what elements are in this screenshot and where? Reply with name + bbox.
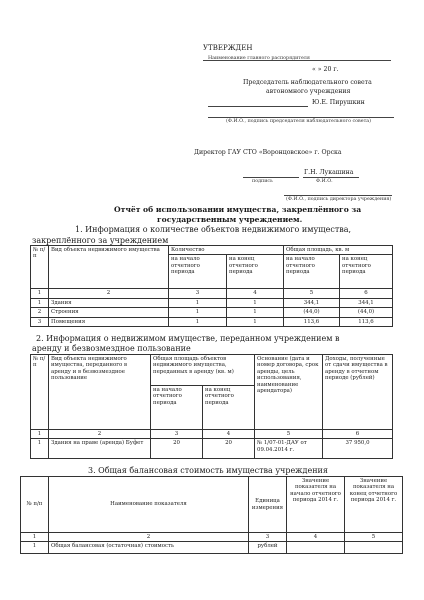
director-caption-sign: подпись (252, 179, 273, 184)
s1-h-count-start: на начало отчетного периода (169, 255, 227, 289)
s3-h-num: № п/п (21, 477, 49, 533)
section3-title: 3. Общая балансовая стоимость имущества учреждения (88, 466, 328, 475)
table-row (31, 308, 393, 317)
s3-colnum: 4 (287, 533, 345, 542)
s2-colnum: 5 (255, 430, 323, 439)
s3-colnum: 3 (249, 533, 287, 542)
section1-title-2: закреплённого за учреждением (32, 236, 169, 245)
section2-table (30, 354, 393, 459)
s1-h-area-end: на конец отчетного периода (340, 255, 393, 289)
s3-colnum: 2 (49, 533, 249, 542)
s1-row-area-end: 113,6 (340, 317, 393, 326)
table-row (21, 542, 403, 554)
s3-colnum: 1 (21, 533, 49, 542)
s1-row-area-end: 344,1 (340, 298, 393, 307)
s2-h-income: Доходы, полученные от сдачи имущества в аренду в отчетном периоде (рублей) (323, 355, 393, 430)
approval-sign-name: Ю.Е. Пирушкин (312, 99, 365, 106)
section1-table (30, 245, 393, 327)
s3-h-unit: Единица измерения (249, 477, 287, 533)
s1-row-area-start: 113,6 (284, 317, 340, 326)
s1-colnum: 6 (340, 289, 393, 298)
s2-colnum: 2 (49, 430, 151, 439)
approval-institution: автономного учреждения (266, 88, 351, 95)
director-name-line (303, 177, 359, 178)
s3-h-end: Значение показателя на конец отчетного периода 2014 г. (345, 477, 403, 533)
s1-h-area: Общая площадь, кв. м (284, 246, 393, 255)
s2-h-area: Общая площадь объектов недвижимого имущества, переданных в аренду (кв. м) (151, 355, 255, 386)
s1-row-area-end: (44,0) (340, 308, 393, 317)
approval-date: « » 20 г. (312, 66, 339, 73)
s2-h-num: № п/п (31, 355, 49, 430)
s1-colnum: 3 (169, 289, 227, 298)
s2-colnum: 1 (31, 430, 49, 439)
s1-h-count: Количество (169, 246, 284, 255)
s3-row-unit: рублей (249, 542, 287, 554)
director-caption-line (284, 195, 392, 196)
s2-h-basis: Основание (дата и номер договора, срок аренды, цель использования, наименование арендатора) (255, 355, 323, 430)
s2-row-basis: № 1/07-01-ДАУ от 09.04.2014 г. (255, 439, 323, 459)
s1-h-area-start: на начало отчетного периода (284, 255, 340, 289)
s1-row-count-end: 1 (227, 317, 284, 326)
s2-h-area-start: на начало отчетного периода (151, 386, 203, 430)
section2-title-2: аренду и безвозмездное пользование (32, 344, 191, 353)
s1-row-name: Строения (49, 308, 169, 317)
s2-h-area-end: на конец отчетного периода (203, 386, 255, 430)
s2-row-area-end: 20 (203, 439, 255, 459)
s3-colnum: 5 (345, 533, 403, 542)
s1-row-name: Здания (49, 298, 169, 307)
s3-h-name: Наименование показателя (49, 477, 249, 533)
s1-h-name: Вид объекта недвижимого имущества (49, 246, 169, 289)
director-caption-fio: Ф.И.О. (316, 179, 333, 184)
table-row (31, 439, 393, 459)
table-row (31, 298, 393, 307)
s1-row-name: Помещения (49, 317, 169, 326)
report-title-line-2: государственным учреждением. (157, 215, 303, 224)
s1-colnum: 5 (284, 289, 340, 298)
approval-chairman: Председатель наблюдательного совета (243, 79, 372, 86)
s2-row-num: 1 (31, 439, 49, 459)
s1-colnum: 2 (49, 289, 169, 298)
s3-row-end (345, 542, 403, 554)
director-sign-name: Г.Н. Лукашина (304, 169, 354, 176)
approval-caption-line (208, 117, 394, 118)
s2-colnum: 6 (323, 430, 393, 439)
approval-owner: Наименование главного распорядителя (208, 56, 310, 61)
s1-row-count-start: 1 (169, 298, 227, 307)
section3-table (20, 476, 403, 554)
s1-row-count-end: 1 (227, 308, 284, 317)
s1-colnum: 4 (227, 289, 284, 298)
s2-colnum: 3 (151, 430, 203, 439)
s3-h-start: Значение показателя на начало отчетного периода 2014 г. (287, 477, 345, 533)
s1-h-count-end: на конец отчетного периода (227, 255, 284, 289)
s1-row-area-start: 344,1 (284, 298, 340, 307)
s1-colnum: 1 (31, 289, 49, 298)
s1-row-count-start: 1 (169, 317, 227, 326)
s3-row-start (287, 542, 345, 554)
table-row (31, 317, 393, 326)
approval-title: УТВЕРЖДЕН (203, 44, 253, 52)
approval-caption: (Ф.И.О., подпись председателя наблюдательного совета) (226, 119, 371, 124)
director-caption-right: (Ф.И.О., подпись директора учреждения) (286, 197, 392, 202)
s3-row-name: Общая балансовая (остаточная) стоимость (49, 542, 249, 554)
s1-row-count-start: 1 (169, 308, 227, 317)
s1-row-area-start: (44,0) (284, 308, 340, 317)
director-line: Директор ГАУ СТО «Воронцовское» г. Орска (194, 149, 342, 156)
approval-sign-line (208, 106, 308, 107)
s3-row-num: 1 (21, 542, 49, 554)
s2-row-name: Здания на праве (аренда) Буфет (49, 439, 151, 459)
s1-row-count-end: 1 (227, 298, 284, 307)
director-sign-line (243, 177, 299, 178)
section2-title-1: 2. Информация о недвижимом имуществе, переданном учреждением в (36, 334, 340, 343)
s1-row-num: 1 (31, 298, 49, 307)
s2-h-name: Вид объекта недвижимого имущества, переданного в аренду и в безвозмездное пользование (49, 355, 151, 430)
s2-row-income: 37 950,0 (323, 439, 393, 459)
report-title-line-1: Отчёт об использовании имущества, закреплённого за (114, 205, 362, 214)
s2-row-area-start: 20 (151, 439, 203, 459)
s2-colnum: 4 (203, 430, 255, 439)
s1-h-num: № п/п (31, 246, 49, 289)
s1-row-num: 2 (31, 308, 49, 317)
s1-row-num: 3 (31, 317, 49, 326)
section1-title-1: 1. Информация о количестве объектов недвижимого имущества, (75, 225, 352, 234)
